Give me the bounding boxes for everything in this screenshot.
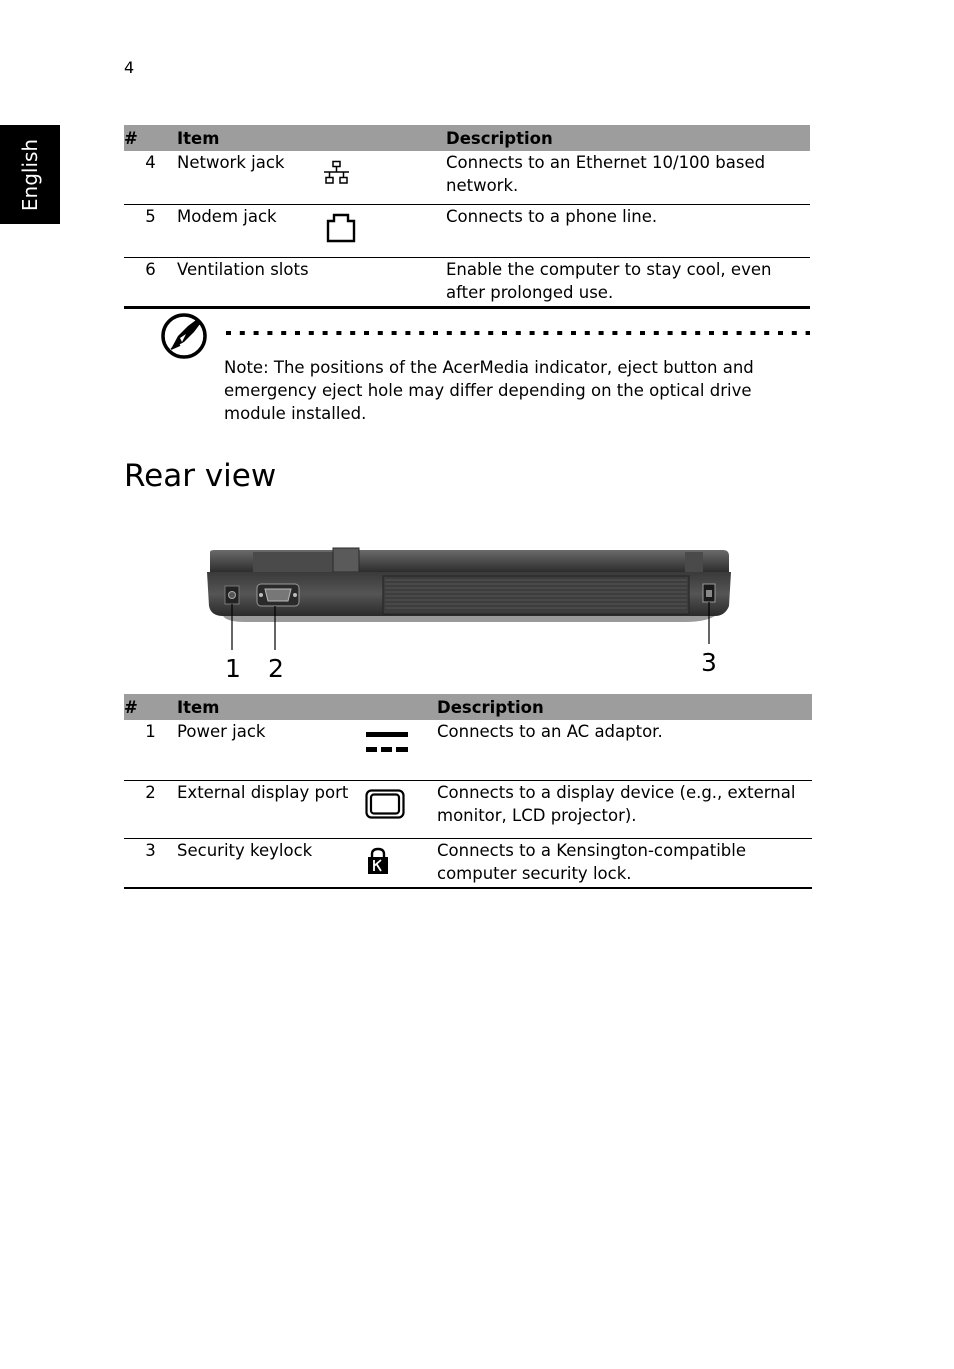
language-tab-label: English: [18, 138, 42, 212]
table-row: [124, 838, 812, 888]
row-icon-cell: [322, 257, 446, 307]
language-tab: [0, 125, 60, 224]
note-divider: [124, 308, 810, 309]
callout-2: 2: [268, 654, 284, 683]
row-item: Power jack: [177, 720, 365, 780]
row-icon-cell: [365, 780, 437, 838]
row-item: Network jack: [177, 151, 322, 204]
table-row: [124, 204, 810, 257]
row-num: 3: [124, 838, 177, 888]
row-item: Modem jack: [177, 204, 322, 257]
rear-ports-table: [124, 694, 812, 889]
table-row: [124, 720, 812, 780]
section-title: Rear view: [124, 458, 277, 494]
header-item: Item: [177, 125, 446, 151]
header-description: Description: [437, 694, 812, 720]
table-row: [124, 151, 810, 204]
modem-icon: [322, 205, 356, 249]
row-icon-cell: [322, 151, 446, 204]
row-item: External display port: [177, 780, 365, 838]
row-icon-cell: [322, 204, 446, 257]
table-header-row: [124, 694, 812, 720]
row-item: Ventilation slots: [177, 257, 322, 307]
note-dotted-rule: [226, 331, 810, 335]
row-description: Connects to a display device (e.g., external monitor, LCD projector).: [437, 780, 812, 838]
note-icon: [160, 312, 208, 360]
kensington-lock-icon: [365, 839, 389, 881]
table-header-row: [124, 125, 810, 151]
row-icon-cell: [365, 838, 437, 888]
row-icon-cell: [365, 720, 437, 780]
dc-power-icon: [365, 720, 409, 762]
table-row: [124, 780, 812, 838]
header-item: Item: [177, 694, 437, 720]
display-port-icon: [365, 781, 405, 825]
note-body: : The positions of the AcerMedia indicator, eject button and emergency eject hole may differ depending on the optical drive module installed.: [224, 358, 754, 423]
header-num: #: [124, 694, 177, 720]
table-row: [124, 257, 810, 307]
row-description: Enable the computer to stay cool, even after prolonged use.: [446, 257, 810, 307]
row-item: Security keylock: [177, 838, 365, 888]
row-description: Connects to an AC adaptor.: [437, 720, 812, 780]
row-description: Connects to an Ethernet 10/100 based network.: [446, 151, 810, 204]
rear-view-illustration: [195, 540, 745, 685]
row-num: 1: [124, 720, 177, 780]
row-num: 6: [124, 257, 177, 307]
network-icon: [322, 151, 352, 194]
row-description: Connects to a phone line.: [446, 204, 810, 257]
page-number: 4: [124, 58, 135, 77]
row-num: 2: [124, 780, 177, 838]
front-ports-table: [124, 125, 810, 308]
header-description: Description: [446, 125, 810, 151]
row-num: 4: [124, 151, 177, 204]
header-num: #: [124, 125, 177, 151]
callout-3: 3: [701, 648, 717, 677]
callout-1: 1: [225, 654, 241, 683]
row-description: Connects to a Kensington-compatible computer security lock.: [437, 838, 812, 888]
row-num: 5: [124, 204, 177, 257]
note-label: Note: [224, 358, 264, 377]
note-text: [224, 356, 814, 425]
